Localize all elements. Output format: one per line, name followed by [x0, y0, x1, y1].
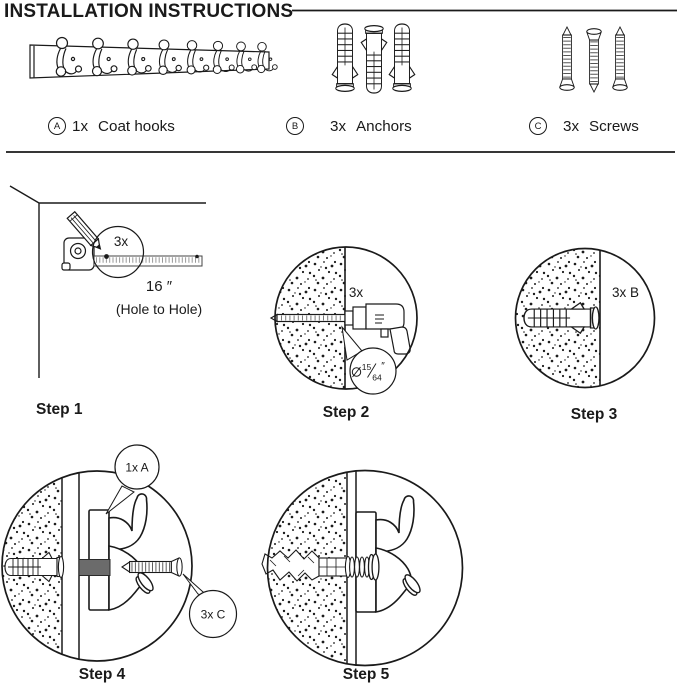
step3-label: Step 3	[570, 406, 618, 423]
part-b-name: Anchors	[356, 117, 412, 135]
part-b-row	[286, 117, 412, 135]
step2-illustration	[271, 246, 417, 394]
part-c-row	[529, 117, 639, 135]
step3-callout: 3x B	[612, 285, 640, 300]
page-title: INSTALLATION INSTRUCTIONS	[4, 1, 294, 22]
part-a-qty: 1x	[72, 117, 89, 135]
step1-illustration	[10, 186, 206, 378]
bit-size-denominator: 64	[372, 372, 382, 383]
coat-hook-rack-illustration	[30, 38, 277, 79]
hook-callout-text: 1x A	[125, 460, 149, 475]
mark-dot-right	[195, 255, 199, 259]
tape-measure	[62, 238, 202, 270]
bit-size-unit: ″	[381, 361, 385, 372]
step4-illustration	[2, 445, 237, 661]
part-b-badge: B	[286, 117, 304, 135]
coat-hook-unit	[356, 496, 423, 612]
step2-qty: 3x	[348, 285, 364, 300]
part-a-row	[48, 117, 175, 135]
step1-label: Step 1	[36, 401, 83, 418]
bit-size-numerator: 15	[361, 362, 372, 372]
step3-illustration	[516, 248, 655, 388]
part-b-qty: 3x	[330, 117, 347, 135]
step5-illustration	[262, 471, 463, 667]
step4-label: Step 4	[78, 666, 126, 683]
part-a-badge: A	[48, 117, 66, 135]
screw-callout-text: 3x C	[200, 607, 226, 622]
screws-illustration	[560, 27, 627, 92]
part-c-name: Screws	[589, 117, 639, 135]
anchors-illustration	[332, 24, 415, 93]
part-c-badge: C	[529, 117, 547, 135]
step2-label: Step 2	[322, 404, 370, 421]
hole-distance-note: (Hole to Hole)	[115, 301, 203, 317]
mount-hole-spacer	[79, 560, 110, 576]
mark-dot-left	[104, 254, 109, 259]
step5-label: Step 5	[342, 666, 390, 683]
part-c-qty: 3x	[563, 117, 580, 135]
coat-hook-unit	[89, 494, 156, 610]
hole-distance: 16 ″	[145, 278, 173, 295]
part-a-name: Coat hooks	[98, 117, 175, 135]
hook-callout-tail	[106, 486, 134, 514]
wall-corner	[10, 186, 206, 378]
step1-qty: 3x	[113, 234, 129, 249]
